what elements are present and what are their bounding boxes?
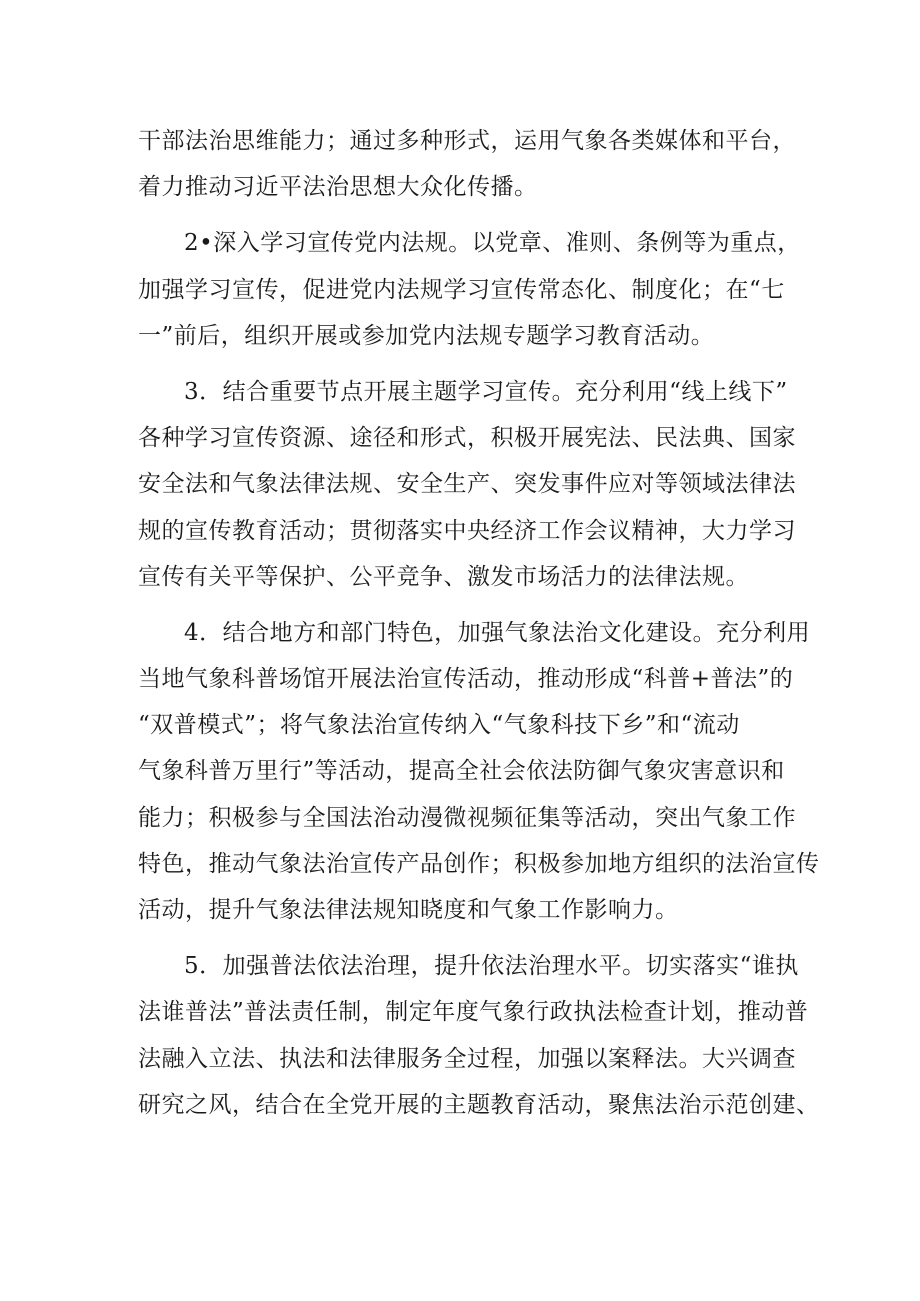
text-line: 着力推动习近平法治思想大众化传播。 xyxy=(138,174,538,201)
text-line: 研究之风，结合在全党开展的主题教育活动，聚焦法治示范创建、 xyxy=(138,1091,820,1118)
text-line: 3．结合重要节点开展主题学习宣传。充分利用“线上线下” xyxy=(184,378,788,405)
text-line: 5．加强普法依法治理，提升依法治理水平。切实落实“谁执 xyxy=(184,953,799,980)
paragraph-1 xyxy=(138,118,800,210)
text-line: 法融入立法、执法和法律服务全过程，加强以案释法。大兴调查 xyxy=(138,1045,796,1072)
text-line: 宣传有关平等保护、公平竞争、激发市场活力的法律法规。 xyxy=(138,563,749,590)
text-line: 能力；积极参与全国法治动漫微视频征集等活动，突出气象工作 xyxy=(138,804,796,831)
paragraph-2 xyxy=(138,220,800,359)
text-line: 当地气象科普场馆开展法治宣传活动，推动形成“科普+普法”的 xyxy=(138,666,794,693)
text-line: 活动，提升气象法律法规知晓度和气象工作影响力。 xyxy=(138,897,679,923)
text-line: 规的宣传教育活动；贯彻落实中央经济工作会议精神，大力学习 xyxy=(138,517,796,544)
text-line: 干部法治思维能力；通过多种形式，运用气象各类媒体和平台， xyxy=(138,128,796,154)
paragraph-5 xyxy=(138,943,820,1128)
text-line: 安全法和气象法律法规、安全生产、突发事件应对等领域法律法 xyxy=(138,471,796,498)
text-line: 2•深入学习宣传党内法规。以党章、准则、条例等为重点， xyxy=(184,230,801,257)
text-line: 加强学习宣传，促进党内法规学习宣传常态化、制度化；在“七 xyxy=(138,276,785,303)
text-line: “双普模式”；将气象法治宣传纳入“气象科技下乡”和“流动 xyxy=(138,712,740,739)
text-line: 一”前后，组织开展或参加党内法规专题学习教育活动。 xyxy=(138,322,715,349)
text-line: 各种学习宣传资源、途径和形式，积极开展宪法、民法典、国家 xyxy=(138,425,796,452)
document-body xyxy=(138,118,820,1128)
text-line: 特色，推动气象法治宣传产品创作；积极参加地方组织的法治宣传 xyxy=(138,850,820,877)
paragraph-3 xyxy=(138,369,800,600)
text-line: 4．结合地方和部门特色，加强气象法治文化建设。充分利用 xyxy=(184,619,811,646)
text-line: 气象科普万里行”等活动，提高全社会依法防御气象灾害意识和 xyxy=(138,758,785,785)
text-line: 法谁普法”普法责任制，制定年度气象行政执法检查计划，推动普 xyxy=(138,999,809,1026)
paragraph-4 xyxy=(138,610,820,933)
